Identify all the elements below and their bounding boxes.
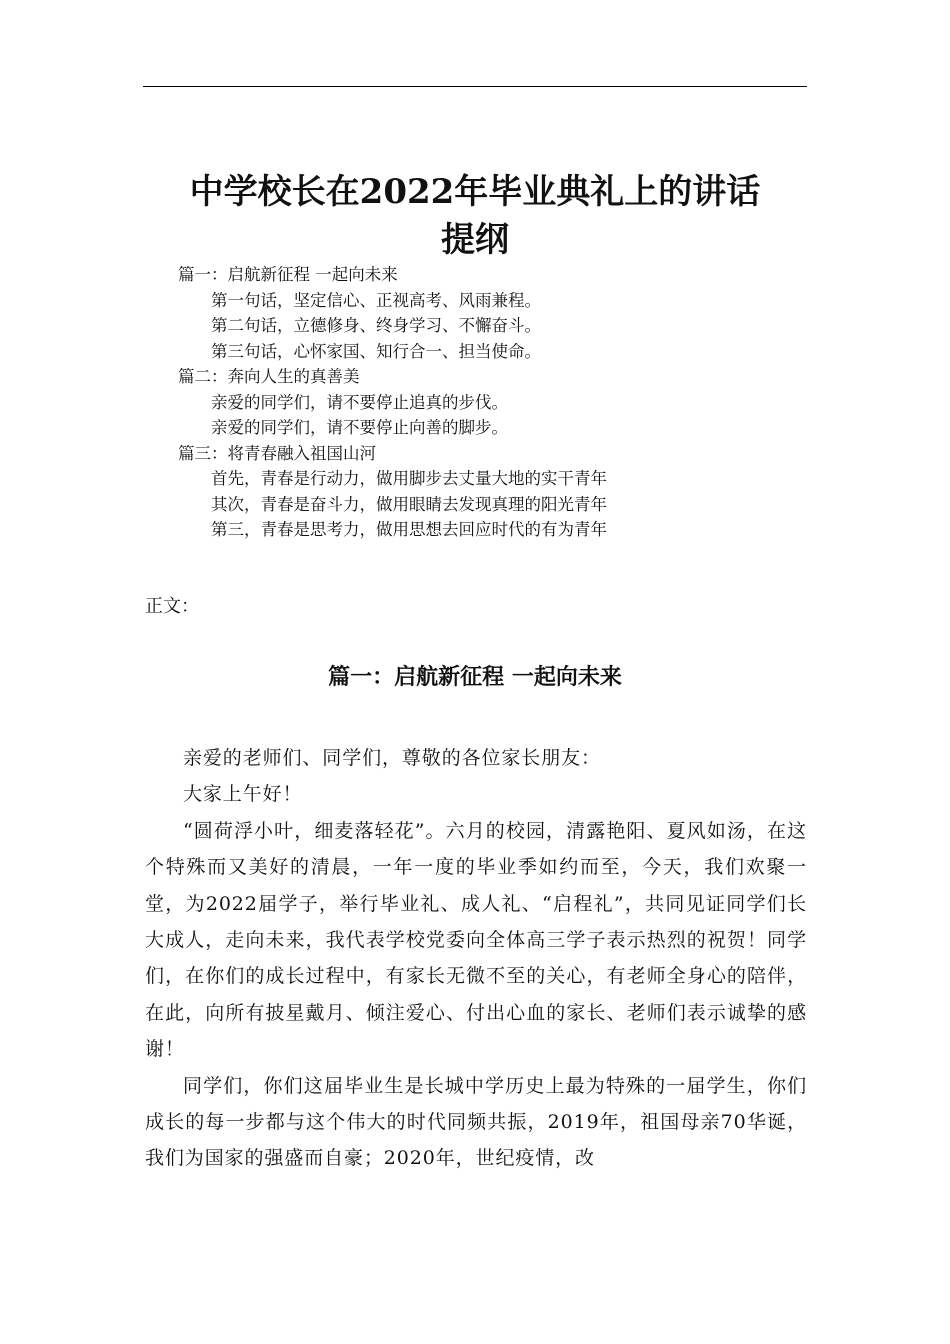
outline <box>178 262 798 543</box>
body-paragraph: 同学们，你们这届毕业生是长城中学历史上最为特殊的一届学生，你们成长的每一步都与这个伟大的时代同频共振，2019年，祖国母亲70华诞，我们为国家的强盛而自豪；2020年，世纪疫情，改 <box>145 1074 807 1170</box>
outline-item: 第三句话，心怀家国、知行合一、担当使命。 <box>211 341 541 361</box>
body-paragraph: “圆荷浮小叶，细麦落轻花”。六月的校园，清露艳阳、夏风如汤，在这个特殊而又美好的清晨，一年一度的毕业季如约而至，今天，我们欢聚一堂，为2022届学子，举行毕业礼、成人礼、“启程礼”，共同见证同学们长大成人，走向未来，我代表学校党委向全体高三学子表示热烈的祝贺！同学们，在你们的成长过程中，有家长无微不至的关心，有老师全身心的陪伴，在此，向所有披星戴月、倾注爱心、付出心血的家长、老师们表示诚挚的感谢！ <box>145 819 807 1061</box>
outline-item: 亲爱的同学们，请不要停止追真的步伐。 <box>211 392 508 412</box>
salutation-paragraph: 亲爱的老师们、同学们，尊敬的各位家长朋友： <box>183 747 601 769</box>
outline-item: 第二句话，立德修身、终身学习、不懈奋斗。 <box>211 316 541 335</box>
outline-section-heading: 篇一：启航新征程 一起向未来 <box>178 265 398 284</box>
section-heading: 篇一：启航新征程 一起向未来 <box>328 664 622 690</box>
title-line-2: 提纲 <box>441 220 509 260</box>
outline-item: 首先，青春是行动力，做用脚步去丈量大地的实干青年 <box>211 469 607 488</box>
outline-item: 第一句话，坚定信心、正视高考、风雨兼程。 <box>211 290 541 310</box>
outline-item: 其次，青春是奋斗力，做用眼睛去发现真理的阳光青年 <box>211 494 607 514</box>
document-title <box>143 168 807 264</box>
body-text <box>145 740 807 1177</box>
outline-item: 第三，青春是思考力，做用思想去回应时代的有为青年 <box>211 520 607 539</box>
outline-section-heading: 篇二：奔向人生的真善美 <box>178 367 360 386</box>
greeting-paragraph: 大家上午好！ <box>183 783 303 806</box>
title-line-1: 中学校长在2022年毕业典礼上的讲话 <box>189 172 761 212</box>
body-label: 正文： <box>145 596 199 617</box>
header-rule <box>143 86 807 87</box>
outline-section-heading: 篇三：将青春融入祖国山河 <box>178 443 376 463</box>
outline-item: 亲爱的同学们，请不要停止向善的脚步。 <box>211 418 508 437</box>
